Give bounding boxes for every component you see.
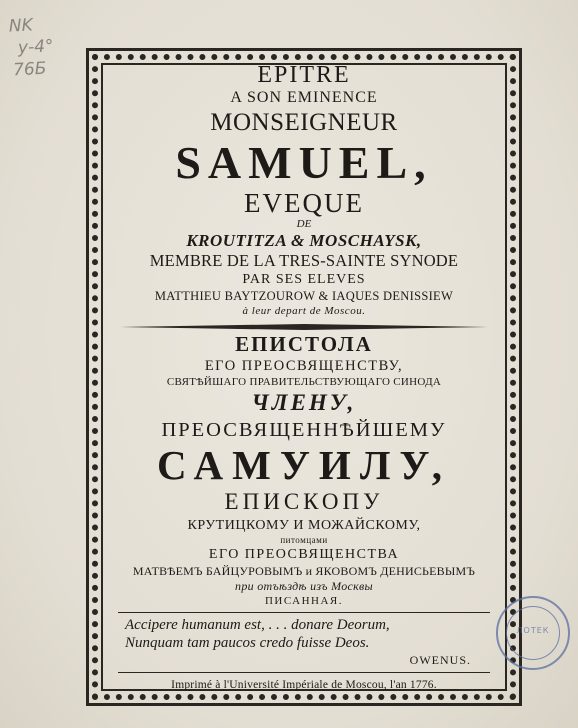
epigraph-author: OWENUS. [409,653,471,667]
imprint-line: Imprimé à l'Université Impériale de Moscou, l'an 1776. [171,679,437,691]
title-french-names: MATTHIEU BAYTZOUROW & IAQUES DENISSIEW [154,289,454,303]
ornamental-rule-graphic [118,323,490,331]
title-text-block [103,62,505,693]
library-stamp [496,596,570,670]
russian-episkopu: ЕПИСКОПУ [224,489,384,514]
title-de: DE [296,218,312,230]
title-epitre: EPITRE [257,62,351,88]
epigraph [125,616,505,668]
russian-ego-preosv: ЕГО ПРЕОСВЯЩЕНСТВУ, [204,358,404,374]
library-stamp-text: ЛОТЕК [516,626,550,635]
epigraph-line-2: Nunquam tam paucos credo fuisse Deos. [125,635,370,651]
russian-chlenu: ЧЛЕНУ, [251,390,357,415]
shelfmark-line-2: у-4° [17,36,55,59]
title-a-son-eminence: A SON EMINENCE [230,89,378,106]
title-par-ses-eleves: PAR SES ELEVES [242,272,366,287]
shelfmark-line-3: 76Б [12,58,47,81]
title-monseigneur: MONSEIGNEUR [210,109,398,136]
russian-ego-preosvyashchenstva: ЕГО ПРЕОСВЯЩЕНСТВА [208,547,400,562]
title-membre: MEMBRE DE LA TRES-SAINTE SYNODE [149,251,459,270]
title-see: KROUTITZA & MOSCHAYSK, [186,231,422,250]
ornamental-rule [118,323,490,331]
russian-epistola: ЕПИСТОЛА [235,332,373,356]
russian-synod: СВЯТѢЙШАГО ПРАВИТЕЛЬСТВУЮЩАГО СИНОДА [166,376,442,388]
russian-samuilu: САМУИЛУ, [156,442,452,488]
russian-krutitskomu: КРУТИЦКОМУ И МОЖАЙСКОМУ, [187,518,421,533]
russian-pitomtsami: питомцами [280,535,328,545]
divider-rule-1 [118,612,490,613]
russian-pri-otezde: при отъѣздѣ изъ Москвы [235,579,373,593]
russian-pisannaya: ПИСАННАЯ. [264,595,344,607]
title-samuel: SAMUEL, [175,137,433,188]
title-eveque: EVEQUE [244,188,364,218]
russian-preosvyashchenneyshemu: ПРЕОСВЯЩЕННѢЙШЕМУ [161,419,447,441]
divider-rule-2 [118,672,490,673]
epigraph-line-1: Accipere humanum est, . . . donare Deorum, [125,617,390,633]
russian-names: МАТВѢЕМЪ БАЙЦУРОВЫМЪ и ЯКОВОМЪ ДЕНИСЬЕВЫМЪ [132,564,476,578]
title-depart: à leur depart de Moscou. [242,305,366,317]
shelfmark-line-1: NK [8,15,34,37]
shelfmark-annotation [8,12,71,81]
